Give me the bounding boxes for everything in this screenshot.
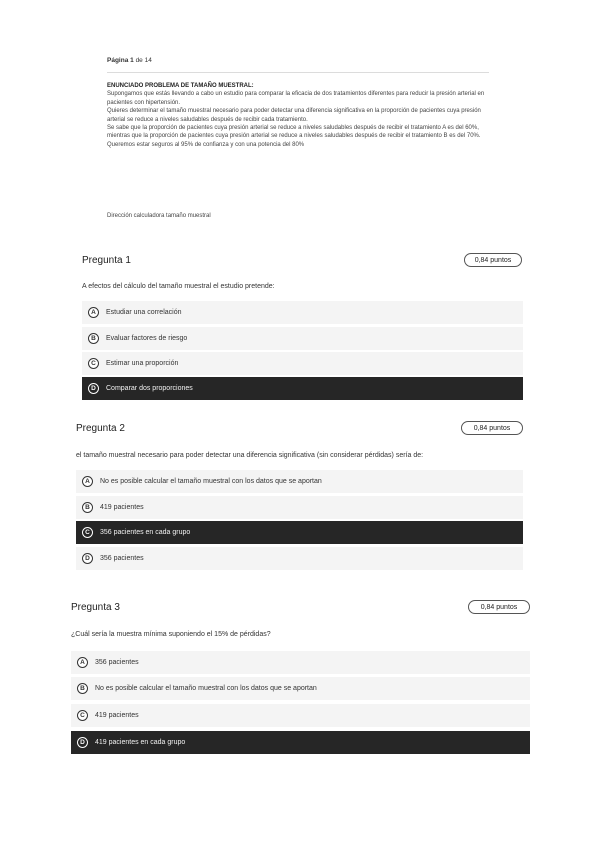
option-letter-badge: A — [82, 476, 93, 487]
question-2-points: 0,84 puntos — [461, 421, 523, 435]
option-label: Estudiar una correlación — [106, 309, 182, 316]
problem-statement — [107, 82, 491, 149]
question-3-points: 0,84 puntos — [468, 600, 530, 614]
question-2-option-c[interactable] — [76, 521, 523, 544]
statement-line: Supongamos que estás llevando a cabo un estudio para comparar la eficacia de dos tratamientos diferentes para reducir la presión arterial en pacientes con hipertensión. — [107, 91, 485, 106]
question-3-option-a[interactable] — [71, 651, 530, 674]
option-label: 419 pacientes — [100, 504, 144, 511]
option-letter-badge: D — [88, 383, 99, 394]
question-1-option-b[interactable] — [82, 327, 523, 350]
option-label: Evaluar factores de riesgo — [106, 335, 188, 342]
statement-line: Quieres determinar el tamaño muestral necesario para poder detectar una diferencia significativa en la proporción de pacientes cuya presión arterial se reduce a niveles saludables después de recibir cada tratamiento. — [107, 108, 481, 123]
question-1-points: 0,84 puntos — [464, 253, 522, 267]
question-1-text: A efectos del cálculo del tamaño muestral el estudio pretende: — [82, 283, 275, 290]
header-divider — [107, 72, 489, 73]
option-letter-badge: B — [77, 683, 88, 694]
question-2-option-b[interactable] — [76, 496, 523, 519]
option-label: 356 pacientes — [100, 555, 144, 562]
question-3-option-c[interactable] — [71, 704, 530, 727]
question-2-text: el tamaño muestral necesario para poder detectar una diferencia significativa (sin considerar pérdidas) sería de: — [76, 452, 424, 459]
option-letter-badge: A — [77, 657, 88, 668]
statement-line: Se sabe que la proporción de pacientes cuya presión arterial se reduce a niveles saludables después de recibir el tratamiento A es del 60%, mientras que la proporción de pacientes cuya presión arterial se reduce a niveles saludables después de recibir el tratamiento B es del 70%. — [107, 125, 481, 140]
option-label: No es posible calcular el tamaño muestral con los datos que se aportan — [95, 685, 317, 692]
option-label: 356 pacientes en cada grupo — [100, 529, 191, 536]
question-3-option-b[interactable] — [71, 677, 530, 700]
question-2-option-d[interactable] — [76, 547, 523, 570]
option-letter-badge: D — [77, 737, 88, 748]
page-separator: de — [135, 57, 143, 64]
option-label: 419 pacientes — [95, 712, 139, 719]
option-label: 356 pacientes — [95, 659, 139, 666]
option-letter-badge: A — [88, 307, 99, 318]
page-label: Página — [107, 57, 129, 64]
question-3-title: Pregunta 3 — [71, 602, 120, 613]
question-1-option-a[interactable] — [82, 301, 523, 324]
question-3-text: ¿Cuál sería la muestra mínima suponiendo el 15% de pérdidas? — [71, 631, 271, 638]
question-2-title: Pregunta 2 — [76, 423, 125, 434]
question-2-option-a[interactable] — [76, 470, 523, 493]
option-label: Comparar dos proporciones — [106, 385, 193, 392]
question-1-option-d[interactable] — [82, 377, 523, 400]
page-indicator — [107, 57, 152, 64]
statement-line: Queremos estar seguros al 95% de confianza y con una potencia del 80% — [107, 141, 305, 148]
page-current: 1 — [130, 57, 134, 64]
option-label: No es posible calcular el tamaño muestral con los datos que se aportan — [100, 478, 322, 485]
option-letter-badge: C — [82, 527, 93, 538]
option-letter-badge: C — [77, 710, 88, 721]
calculator-link[interactable]: Dirección calculadora tamaño muestral — [107, 213, 211, 219]
statement-title: ENUNCIADO PROBLEMA DE TAMAÑO MUESTRAL: — [107, 83, 254, 89]
option-label: Estimar una proporción — [106, 360, 179, 367]
question-1-option-c[interactable] — [82, 352, 523, 375]
question-3-option-d[interactable] — [71, 731, 530, 754]
option-letter-badge: B — [88, 333, 99, 344]
option-letter-badge: C — [88, 358, 99, 369]
option-letter-badge: B — [82, 502, 93, 513]
page-total: 14 — [144, 57, 152, 64]
option-letter-badge: D — [82, 553, 93, 564]
option-label: 419 pacientes en cada grupo — [95, 739, 186, 746]
question-1-title: Pregunta 1 — [82, 255, 131, 266]
